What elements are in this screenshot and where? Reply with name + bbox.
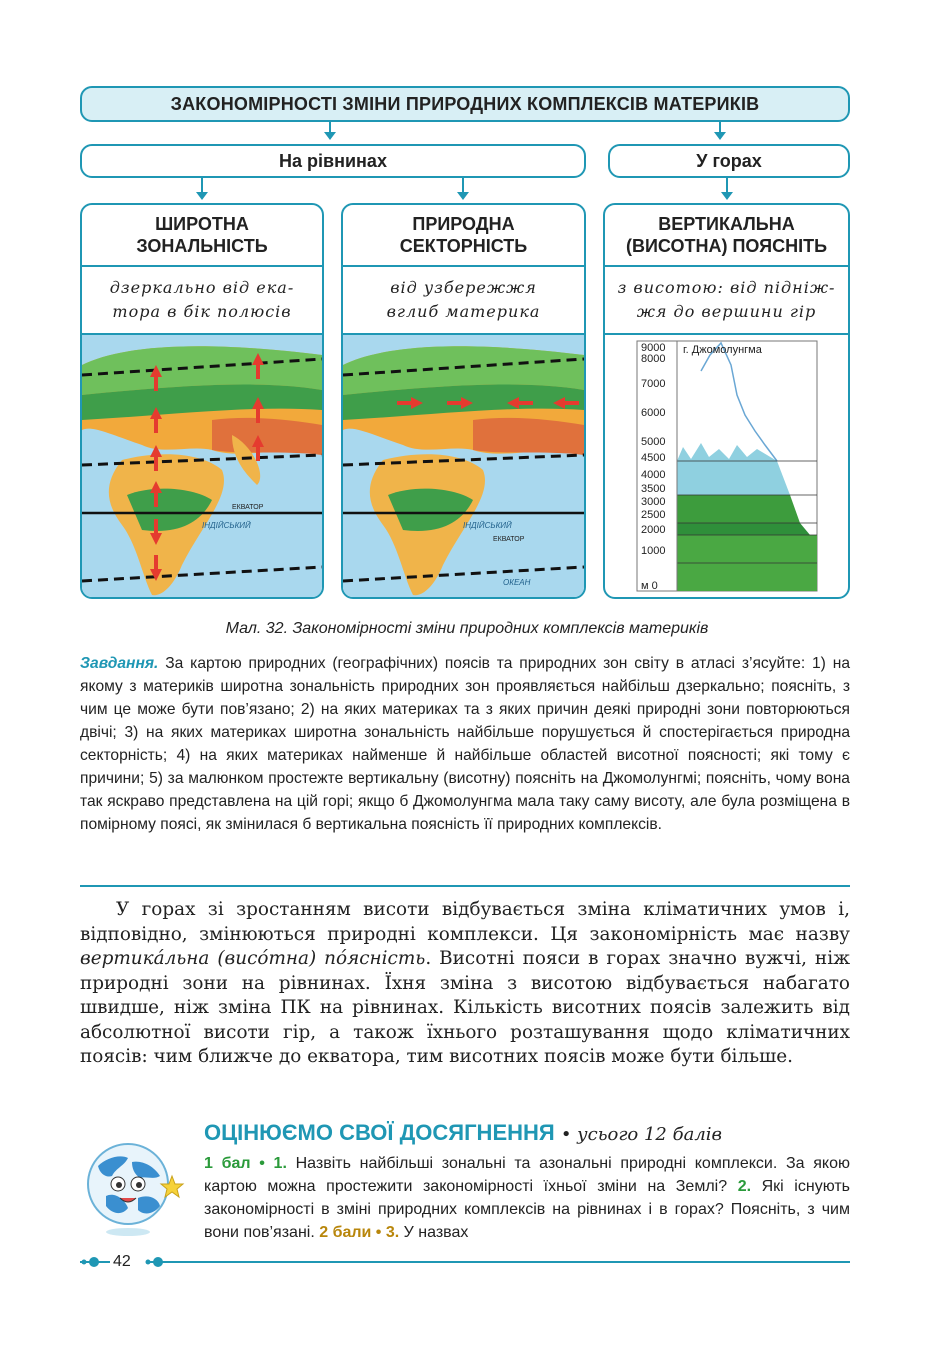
card-description: з висотою: від підніж- жя до вершини гір — [605, 267, 848, 335]
paragraph-text: . Висотні пояси в горах значно вужчі, ніж природні зони на рівнинах. Їхня зміна з висотою відбувається набагато швидше, ніж зміна ПК на рівнинах. Кількість висотних поясів залежить від абсолютної висоти гір, а також їхнього розташування щодо кліматичних поясів: чим ближче до екватора, тим висотних поясів може бути більше. — [80, 948, 850, 1067]
altitude-tick: 6000 — [641, 407, 666, 419]
altitude-tick: м 0 — [641, 580, 658, 592]
zonality-map — [82, 335, 322, 599]
map-label-equator: ЕКВАТОР — [493, 536, 525, 543]
map-label-ocean: ІНДІЙСЬКИЙ — [463, 521, 512, 530]
altitude-tick: 5000 — [641, 436, 666, 448]
branch-plains-label: На рівнинах — [279, 150, 387, 171]
body-paragraph — [80, 898, 850, 1070]
card-description: дзеркально від ека- тора в бік полюсів — [82, 267, 322, 335]
achievements-heading: ОЦІНЮЄМО СВОЇ ДОСЯГНЕННЯ — [204, 1120, 555, 1145]
task-label: Завдання. — [80, 655, 159, 672]
points-label: 2 бали • 3. — [319, 1224, 400, 1241]
altitudinal-zones-diagram — [605, 335, 848, 599]
branch-mountains — [608, 144, 850, 178]
card-title: ШИРОТНА ЗОНАЛЬНІСТЬ — [82, 205, 322, 267]
altitude-tick: 3500 — [641, 483, 666, 495]
altitude-tick: 2000 — [641, 524, 666, 536]
paragraph-text: У горах зі зростанням висоти відбувається зміна кліматичних умов і, відповідно, змінюються природні комплекси. Ця закономірність має назву — [80, 899, 850, 945]
card-latitudinal-zonality — [80, 203, 324, 599]
achievements-title — [204, 1120, 722, 1146]
branch-mountains-label: У горах — [696, 150, 762, 171]
peak-label: г. Джомолунгма — [683, 344, 762, 356]
sectorality-map — [343, 335, 584, 599]
map-label-ocean: ІНДІЙСЬКИЙ — [202, 521, 251, 530]
points-label: 1 бал • 1. — [204, 1155, 287, 1172]
altitude-tick: 7000 — [641, 378, 666, 390]
footer-ornament-icon — [80, 1254, 850, 1270]
question-text: Назвіть найбільші зональні та азональні природні комплекси. За якою картою можна простежити закономірності їхньої зміни на Землі? — [204, 1155, 850, 1195]
question-text: У назвах — [399, 1224, 469, 1241]
altitude-tick: 4000 — [641, 469, 666, 481]
branch-plains — [80, 144, 586, 178]
map-label-equator: ЕКВАТОР — [232, 504, 264, 511]
altitude-tick: 3000 — [641, 496, 666, 508]
altitude-tick: 2500 — [641, 509, 666, 521]
question-text: Які існують закономірності в зміні природних комплексів на рівнинах і в горах? Поясніть, з чим вони пов’язані. — [204, 1178, 850, 1241]
main-title-text: ЗАКОНОМІРНОСТІ ЗМІНИ ПРИРОДНИХ КОМПЛЕКСІВ МАТЕРИКІВ — [170, 93, 760, 114]
diagram-main-title — [80, 86, 850, 122]
task-text: За картою природних (географічних) поясів та природних зон світу в атласі з’ясуйте: 1) на якому з материків широтна зональність природних зон проявляється найбільш дзеркально; поясніть, з чим це може бути пов’язано; 2) на яких материках та з яких причин деякі природні зони повторюються двічі; 3) на яких материках широтна зональність найбільше порушується й спостерігається природна секторність; 4) на яких материках найменше й найбільше областей висотної поясності; які тому є причини; 5) за малюнком простежте вертикальну (висотну) поясніть на Джомолунгмі; поясніть, чому вона так яскраво представлена на цій горі; якщо б Джомолунгма мала таку саму висоту, але була розміщена в помірному поясі, як змінилася б вертикальна поясність її природних комплексів. — [80, 655, 850, 833]
question-number: 2. — [737, 1178, 752, 1195]
page-number: 42 — [113, 1253, 131, 1270]
figure-caption: Мал. 32. Закономірності зміни природних комплексів материків — [225, 620, 709, 637]
achievements-text — [204, 1152, 850, 1244]
card-natural-sectorality — [341, 203, 586, 599]
card-vertical-zonation — [603, 203, 850, 599]
card-title: ВЕРТИКАЛЬНА (ВИСОТНА) ПОЯСНІТЬ — [605, 205, 848, 267]
paragraph-term: вертика́льна (висо́тна) по́ясність — [80, 948, 426, 969]
divider — [80, 885, 850, 887]
altitude-tick: 8000 — [641, 353, 666, 365]
achievements-subtitle: • усього 12 балів — [560, 1124, 723, 1145]
card-title: ПРИРОДНА СЕКТОРНІСТЬ — [343, 205, 584, 267]
map-label-ocean2: ОКЕАН — [503, 578, 531, 587]
card-description: від узбережжя вглиб материка — [343, 267, 584, 335]
task-block — [80, 652, 850, 836]
globe-mascot-icon — [76, 1132, 188, 1244]
altitude-tick: 1000 — [641, 545, 666, 557]
altitude-tick: 9000 — [641, 342, 666, 354]
altitude-tick: 4500 — [641, 452, 666, 464]
